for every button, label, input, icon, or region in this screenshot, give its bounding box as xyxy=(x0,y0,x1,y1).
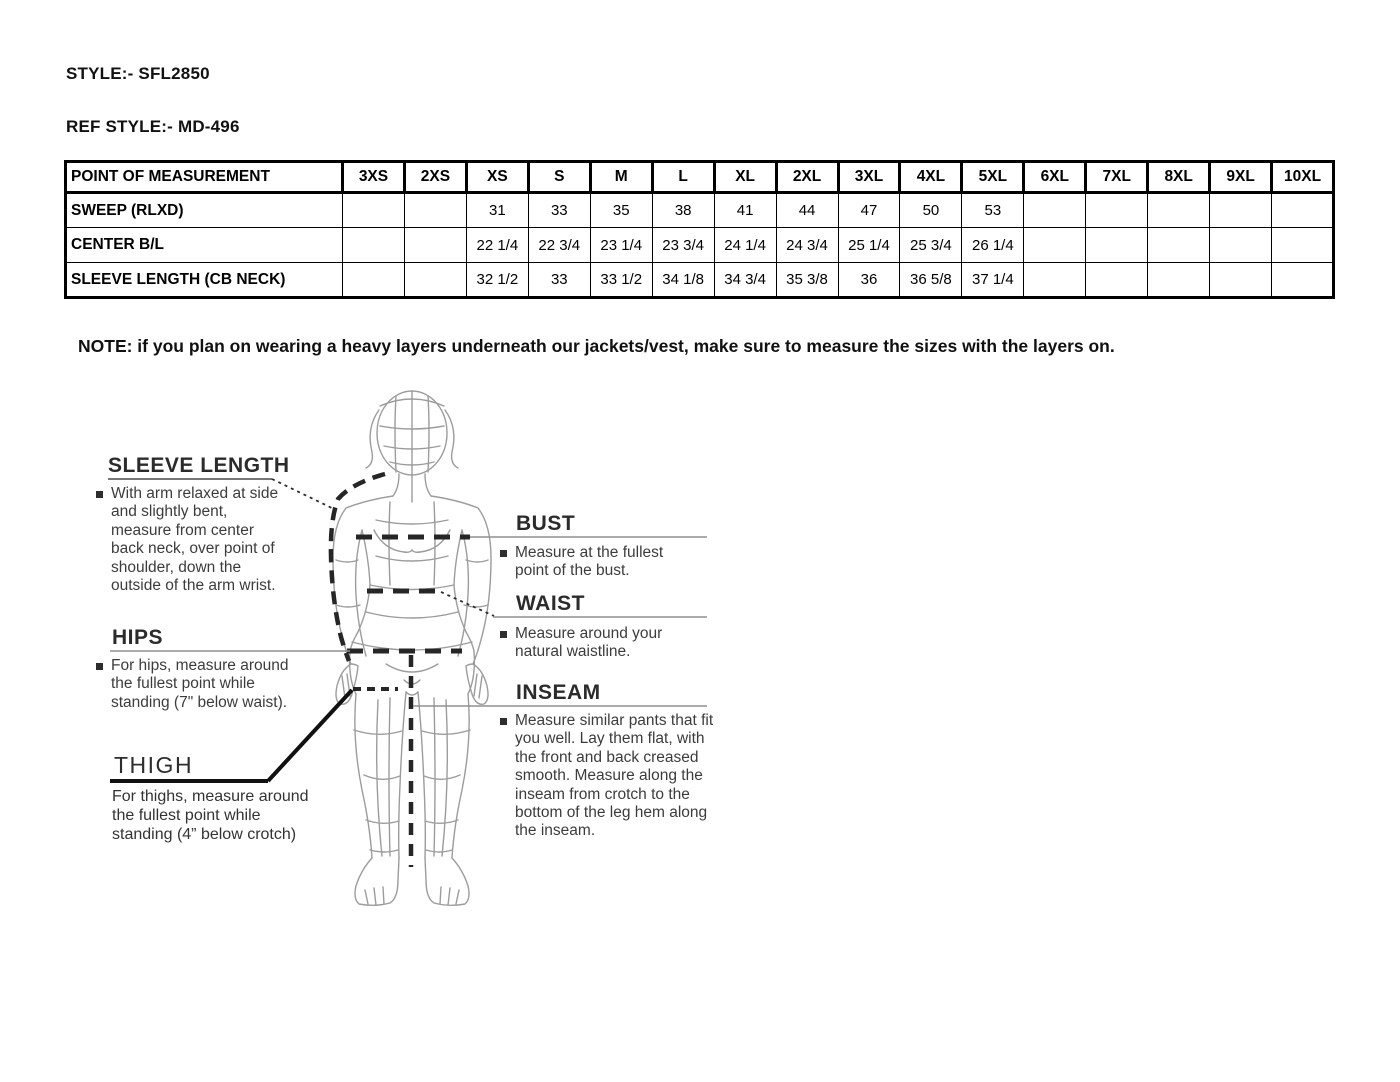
waist-description: Measure around your natural waistline. xyxy=(500,625,690,662)
measurement-value-cell: 34 1/8 xyxy=(652,263,714,298)
measurement-value-cell: 35 3/8 xyxy=(776,263,838,298)
measurement-value-cell: 33 xyxy=(528,193,590,228)
measurement-value-cell xyxy=(1272,193,1334,228)
bullet-icon xyxy=(500,550,507,557)
measurement-value-cell xyxy=(1148,228,1210,263)
measurement-value-cell: 38 xyxy=(652,193,714,228)
hips-description: For hips, measure around the fullest point while standing (7" below waist). xyxy=(96,657,293,712)
measurement-row xyxy=(66,228,1334,263)
measurement-value-cell xyxy=(1024,228,1086,263)
measurement-value-cell xyxy=(1024,263,1086,298)
measurement-value-cell xyxy=(1272,228,1334,263)
waist-heading: WAIST xyxy=(516,592,585,615)
measurement-value-cell: 34 3/4 xyxy=(714,263,776,298)
measurement-value-cell: 23 1/4 xyxy=(590,228,652,263)
bullet-icon xyxy=(96,663,103,670)
size-column-header: XS xyxy=(466,162,528,193)
measurement-value-cell xyxy=(343,228,405,263)
sleeve-callout-line xyxy=(272,479,336,510)
size-column-header: 8XL xyxy=(1148,162,1210,193)
measurement-value-cell: 53 xyxy=(962,193,1024,228)
measurement-value-cell: 31 xyxy=(466,193,528,228)
style-label: STYLE:- SFL2850 xyxy=(66,64,210,83)
thigh-description: For thighs, measure around the fullest point while standing (4” below crotch) xyxy=(112,788,309,843)
size-column-header: 3XL xyxy=(838,162,900,193)
hips-heading: HIPS xyxy=(112,626,164,649)
size-column-header: 10XL xyxy=(1272,162,1334,193)
measurement-value-cell: 50 xyxy=(900,193,962,228)
measurement-value-cell: 24 3/4 xyxy=(776,228,838,263)
thigh-heading: THIGH xyxy=(114,752,194,778)
measurement-value-cell xyxy=(1272,263,1334,298)
bullet-icon xyxy=(500,631,507,638)
sleeve-length-description: With arm relaxed at side and slightly bent, measure from center back neck, over point of shoulder, down the outside of the arm wrist. xyxy=(96,485,281,595)
measurement-value-cell: 44 xyxy=(776,193,838,228)
measurement-value-cell xyxy=(404,228,466,263)
bullet-icon xyxy=(96,491,103,498)
size-column-header: XL xyxy=(714,162,776,193)
measurement-value-cell xyxy=(404,263,466,298)
measurement-value-cell: 36 xyxy=(838,263,900,298)
size-column-header: 3XS xyxy=(343,162,405,193)
measurement-row xyxy=(66,193,1334,228)
measurement-value-cell xyxy=(1210,228,1272,263)
ref-style-label: REF STYLE:- MD-496 xyxy=(66,117,240,136)
bust-description: Measure at the fullest point of the bust. xyxy=(500,544,690,581)
measurement-row xyxy=(66,263,1334,298)
measurement-value-cell: 25 3/4 xyxy=(900,228,962,263)
measurement-value-cell: 26 1/4 xyxy=(962,228,1024,263)
table-header-row xyxy=(66,162,1334,193)
measurement-value-cell: 23 3/4 xyxy=(652,228,714,263)
measurement-value-cell xyxy=(1086,228,1148,263)
bullet-icon xyxy=(500,718,507,725)
measurement-value-cell xyxy=(1024,193,1086,228)
measurement-value-cell: 37 1/4 xyxy=(962,263,1024,298)
measurement-value-cell xyxy=(343,193,405,228)
measurement-value-cell: 22 1/4 xyxy=(466,228,528,263)
size-column-header: S xyxy=(528,162,590,193)
table-body xyxy=(66,193,1334,298)
measurement-row-label: SWEEP (RLXD) xyxy=(66,193,343,228)
size-column-header: M xyxy=(590,162,652,193)
measurement-value-cell xyxy=(1148,193,1210,228)
size-column-header: 4XL xyxy=(900,162,962,193)
point-of-measurement-header: POINT OF MEASUREMENT xyxy=(66,162,343,193)
measurement-row-label: CENTER B/L xyxy=(66,228,343,263)
size-column-header: 7XL xyxy=(1086,162,1148,193)
size-column-header: 2XS xyxy=(404,162,466,193)
inseam-description: Measure similar pants that fit you well. Lay them flat, with the front and back creased smooth. Measure along the inseam from crotch to the bottom of the leg hem along the inseam. xyxy=(500,712,715,841)
size-column-header: L xyxy=(652,162,714,193)
inseam-heading: INSEAM xyxy=(516,681,601,704)
measurement-value-cell: 36 5/8 xyxy=(900,263,962,298)
measurement-value-cell: 47 xyxy=(838,193,900,228)
measurement-value-cell: 41 xyxy=(714,193,776,228)
measurement-value-cell: 24 1/4 xyxy=(714,228,776,263)
measurement-value-cell xyxy=(1210,193,1272,228)
size-column-header: 5XL xyxy=(962,162,1024,193)
measurement-value-cell xyxy=(1148,263,1210,298)
measurement-value-cell: 35 xyxy=(590,193,652,228)
measurement-value-cell: 25 1/4 xyxy=(838,228,900,263)
bust-heading: BUST xyxy=(516,512,576,535)
measurement-value-cell: 33 xyxy=(528,263,590,298)
sleeve-length-heading: SLEEVE LENGTH xyxy=(108,454,290,477)
size-column-header: 9XL xyxy=(1210,162,1272,193)
measurement-value-cell xyxy=(343,263,405,298)
measurement-row-label: SLEEVE LENGTH (CB NECK) xyxy=(66,263,343,298)
measurement-value-cell: 22 3/4 xyxy=(528,228,590,263)
measurement-value-cell xyxy=(1086,193,1148,228)
size-column-header: 2XL xyxy=(776,162,838,193)
size-column-header: 6XL xyxy=(1024,162,1086,193)
measurement-value-cell: 33 1/2 xyxy=(590,263,652,298)
size-chart-table xyxy=(64,160,1335,299)
measurement-value-cell xyxy=(404,193,466,228)
measurement-diagram xyxy=(0,380,780,925)
measurement-value-cell: 32 1/2 xyxy=(466,263,528,298)
measurement-value-cell xyxy=(1086,263,1148,298)
measurement-value-cell xyxy=(1210,263,1272,298)
note-text: NOTE: if you plan on wearing a heavy layers underneath our jackets/vest, make sure to measure the sizes with the layers on. xyxy=(78,336,1115,356)
